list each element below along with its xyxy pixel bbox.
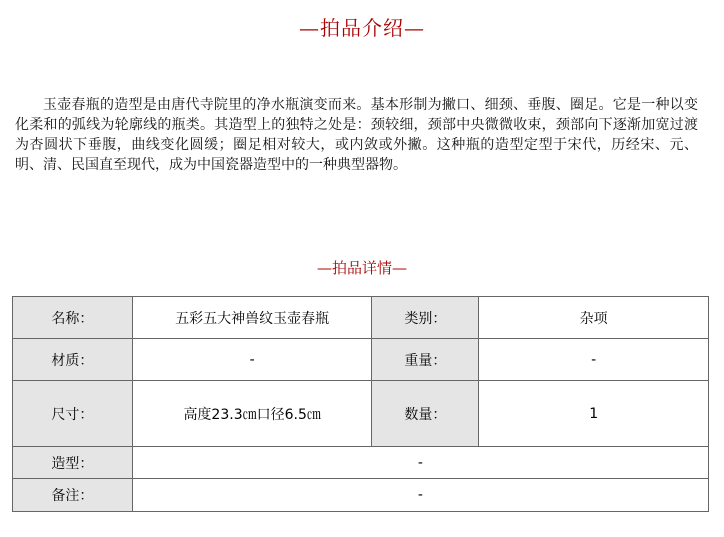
weight-label: 重量： bbox=[372, 339, 479, 381]
category-value: 杂项 bbox=[479, 297, 709, 339]
weight-value: - bbox=[479, 339, 709, 381]
size-value: 高度23.3㎝口径6.5㎝ bbox=[132, 381, 372, 447]
remark-value: - bbox=[132, 479, 708, 512]
details-table bbox=[12, 296, 709, 512]
intro-title: —拍品介绍— bbox=[299, 16, 425, 40]
quantity-label: 数量： bbox=[372, 381, 479, 447]
category-label: 类别： bbox=[372, 297, 479, 339]
material-label: 材质： bbox=[13, 339, 133, 381]
quantity-value: 1 bbox=[479, 381, 709, 447]
table-row bbox=[13, 381, 709, 447]
table-row bbox=[13, 297, 709, 339]
table-row bbox=[13, 447, 709, 479]
shape-value: - bbox=[132, 447, 708, 479]
material-value: - bbox=[132, 339, 372, 381]
name-value: 五彩五大神兽纹玉壶春瓶 bbox=[132, 297, 372, 339]
name-label: 名称： bbox=[13, 297, 133, 339]
remark-label: 备注： bbox=[13, 479, 133, 512]
intro-paragraph: 玉壶春瓶的造型是由唐代寺院里的净水瓶演变而来。基本形制为撇口、细颈、垂腹、圈足。它是一种以变化柔和的弧线为轮廓线的瓶类。其造型上的独特之处是：颈较细，颈部中央微微收束，颈部向下逐渐加宽过渡为杏圆状下垂腹，曲线变化圆缓；圈足相对较大，或内敛或外撇。这种瓶的造型定型于宋代，历经宋、元、明、清、民国直至现代，成为中国瓷器造型中的一种典型器物。 bbox=[15, 97, 698, 173]
shape-label: 造型： bbox=[13, 447, 133, 479]
table-row bbox=[13, 479, 709, 512]
size-label: 尺寸： bbox=[13, 381, 133, 447]
table-row bbox=[13, 339, 709, 381]
detail-title: —拍品详情— bbox=[316, 259, 407, 277]
